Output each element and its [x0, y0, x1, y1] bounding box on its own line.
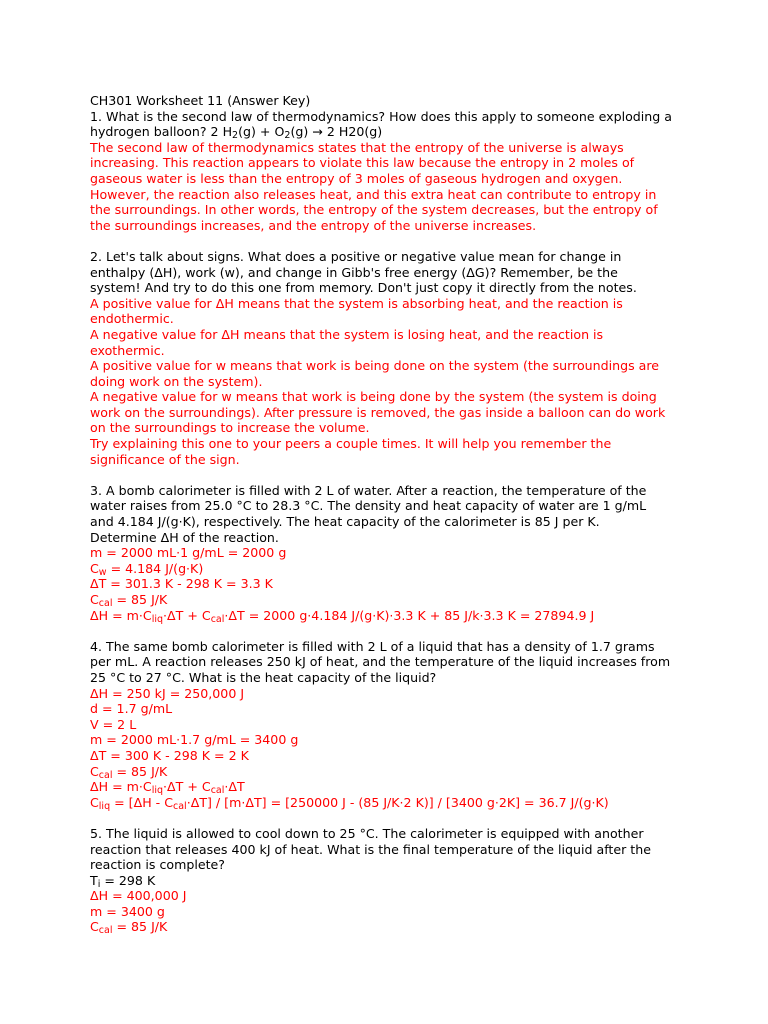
text-run: 5. The liquid is allowed to cool down to 25 °C. The calorimeter is equipped with another [90, 825, 644, 841]
subscript: w [98, 566, 107, 578]
question-line [90, 109, 758, 125]
text-run: However, the reaction also releases heat, and this extra heat can contribute to entropy in [90, 186, 657, 202]
subscript: 2 [284, 130, 291, 142]
text-run: C [90, 794, 99, 810]
blank-line [90, 810, 758, 826]
question-line [90, 483, 758, 499]
answer-line [90, 218, 758, 234]
text-run: m = 2000 mL·1.7 g/mL = 3400 g [90, 732, 299, 748]
text-run: ΔT = 300 K - 298 K = 2 K [90, 747, 249, 763]
text-run: 1. What is the second law of thermodynamics? How does this apply to someone exploding a [90, 108, 672, 124]
subscript: cal [98, 598, 113, 609]
answer-line [90, 171, 758, 187]
question-line [90, 249, 758, 265]
text-run: ·ΔT + C [163, 607, 211, 623]
text-run: (g) → 2 H [290, 124, 349, 140]
text-run: on the surroundings to increase the volume. [90, 420, 370, 436]
answer-line [90, 202, 758, 218]
question-line [90, 280, 758, 296]
text-run: the surroundings. In other words, the entropy of the system decreases, but the entropy of [90, 202, 658, 218]
answer-line [90, 732, 758, 748]
text-run: = [ΔH - C [110, 794, 174, 810]
text-run: per mL. A reaction releases 250 kJ of heat, and the temperature of the liquid increases from [90, 654, 671, 670]
subscript: cal [173, 800, 187, 812]
text-run: A negative value for ΔH means that the system is losing heat, and the reaction is [90, 326, 604, 342]
question-line [90, 639, 758, 655]
text-run: ΔH = m·C [90, 779, 152, 795]
text-run: ·ΔT [224, 779, 245, 795]
answer-line [90, 561, 758, 577]
text-run: gaseous water is less than the entropy of 3 moles of gaseous hydrogen and oxygen. [90, 170, 623, 186]
answer-line [90, 311, 758, 327]
blank-line [90, 467, 758, 483]
answer-line [90, 919, 758, 935]
answer-line [90, 140, 758, 156]
answer-line [90, 701, 758, 717]
answer-line [90, 327, 758, 343]
text-run: A positive value for ΔH means that the system is absorbing heat, and the reaction is [90, 295, 623, 311]
answer-line [90, 187, 758, 203]
question-line [90, 124, 758, 140]
answer-line [90, 904, 758, 920]
question-line [90, 514, 758, 530]
question-line [90, 842, 758, 858]
answer-line [90, 764, 758, 780]
text-run: A positive value for w means that work is being done on the system (the surroundings are [90, 358, 660, 374]
text-run: hydrogen balloon? 2 H [90, 124, 233, 140]
text-run: d = 1.7 g/mL [90, 701, 173, 717]
answer-line [90, 436, 758, 452]
page-title [90, 93, 758, 109]
answer-line [90, 888, 758, 904]
text-run: system! And try to do this one from memory. Don't just copy it directly from the notes. [90, 280, 637, 296]
answer-line [90, 452, 758, 468]
text-run: ·ΔT = 2000 g·4.184 J/(g·K)·3.3 K + 85 J/k·3.3 K = 27894.9 J [224, 607, 595, 623]
answer-line [90, 748, 758, 764]
text-run: enthalpy (ΔH), work (w), and change in Gibb's free energy (ΔG)? Remember, be the [90, 264, 618, 280]
answer-line [90, 717, 758, 733]
subscript: liq [151, 613, 164, 625]
worksheet-page [90, 93, 758, 935]
answer-line [90, 779, 758, 795]
text-run: 2 [348, 124, 357, 140]
text-run: = 85 J/K [112, 763, 168, 779]
text-run: 4. The same bomb calorimeter is filled with 2 L of a liquid that has a density of 1.7 grams [90, 638, 655, 654]
subscript: cal [210, 785, 225, 797]
text-run: C [90, 763, 99, 779]
answer-line [90, 795, 758, 811]
text-run: and 4.184 J/(g·K), respectively. The heat capacity of the calorimeter is 85 J per K. [90, 514, 600, 530]
text-run: ΔT = 301.3 K - 298 K = 3.3 K [90, 576, 273, 592]
text-run: significance of the sign. [90, 451, 240, 467]
text-run: 3. A bomb calorimeter is filled with 2 L of water. After a reaction, the temperature of the [90, 482, 647, 498]
blank-line [90, 623, 758, 639]
text-run: (g) + O [238, 124, 285, 140]
answer-line [90, 343, 758, 359]
text-run: exothermic. [90, 342, 165, 358]
subscript: cal [98, 925, 113, 937]
subscript: i [97, 878, 101, 890]
subscript: cal [98, 769, 113, 781]
answer-line [90, 296, 758, 312]
text-run: ΔH = 250 kJ = 250,000 J [90, 685, 245, 701]
answer-line [90, 389, 758, 405]
subscript: cal [210, 613, 225, 625]
text-run: endothermic. [90, 311, 174, 327]
text-run: = 85 J/K [112, 919, 168, 935]
text-run: = 4.184 J/(g·K) [106, 560, 204, 576]
text-run: C [90, 560, 99, 576]
text-run: CH301 Worksheet 11 (Answer Key) [90, 93, 311, 108]
text-run: 25 °C to 27 °C. What is the heat capacity of the liquid? [90, 669, 437, 685]
text-run: = 298 K [100, 872, 156, 888]
text-run: the surroundings increases, and the entropy of the universe increases. [90, 217, 537, 233]
text-run: A negative value for w means that work is being done by the system (the system is doing [90, 389, 657, 405]
subscript: liq [98, 800, 111, 812]
subscript: liq [151, 785, 164, 797]
text-run: Determine ΔH of the reaction. [90, 529, 279, 545]
question-line [90, 265, 758, 281]
text-run: 0(g) [356, 124, 383, 140]
text-run: work on the surroundings). After pressure is removed, the gas inside a balloon can do work [90, 404, 666, 420]
answer-line [90, 545, 758, 561]
text-run: C [90, 592, 99, 607]
text-run: 2. Let's talk about signs. What does a positive or negative value mean for change in [90, 248, 622, 264]
answer-line [90, 374, 758, 390]
text-run: reaction that releases 400 kJ of heat. What is the final temperature of the liquid after the [90, 841, 651, 857]
text-run: C [90, 919, 99, 935]
text-run: doing work on the system). [90, 373, 263, 389]
text-run: increasing. This reaction appears to violate this law because the entropy in 2 moles of [90, 155, 635, 171]
text-run: reaction is complete? [90, 857, 225, 873]
question-line [90, 654, 758, 670]
text-run: Try explaining this one to your peers a couple times. It will help you remember the [90, 436, 612, 452]
question-line [90, 530, 758, 546]
text-run: The second law of thermodynamics states that the entropy of the universe is always [90, 139, 624, 155]
question-line [90, 826, 758, 842]
text-run: T [90, 872, 98, 888]
text-run: ΔH = m·C [90, 607, 152, 623]
subscript: 2 [232, 130, 239, 142]
question-line [90, 670, 758, 686]
question-line [90, 498, 758, 514]
text-run: ΔH = 400,000 J [90, 888, 187, 904]
answer-line [90, 405, 758, 421]
blank-line [90, 233, 758, 249]
answer-line [90, 608, 758, 624]
text-run: = 85 J/K [112, 592, 168, 607]
text-run: m = 3400 g [90, 903, 165, 919]
answer-line [90, 155, 758, 171]
answer-line [90, 576, 758, 592]
text-run: V = 2 L [90, 716, 137, 732]
text-run: ·ΔT] / [m·ΔT] = [250000 J - (85 J/K·2 K)] / [3400 g·2K] = 36.7 J/(g·K) [186, 794, 609, 810]
question-line [90, 857, 758, 873]
answer-line [90, 592, 758, 608]
text-run: water raises from 25.0 °C to 28.3 °C. The density and heat capacity of water are 1 g/mL [90, 498, 647, 514]
text-run: ·ΔT + C [163, 779, 211, 795]
answer-line [90, 686, 758, 702]
question-line [90, 873, 758, 889]
text-run: m = 2000 mL·1 g/mL = 2000 g [90, 545, 287, 561]
answer-line [90, 358, 758, 374]
answer-line [90, 420, 758, 436]
